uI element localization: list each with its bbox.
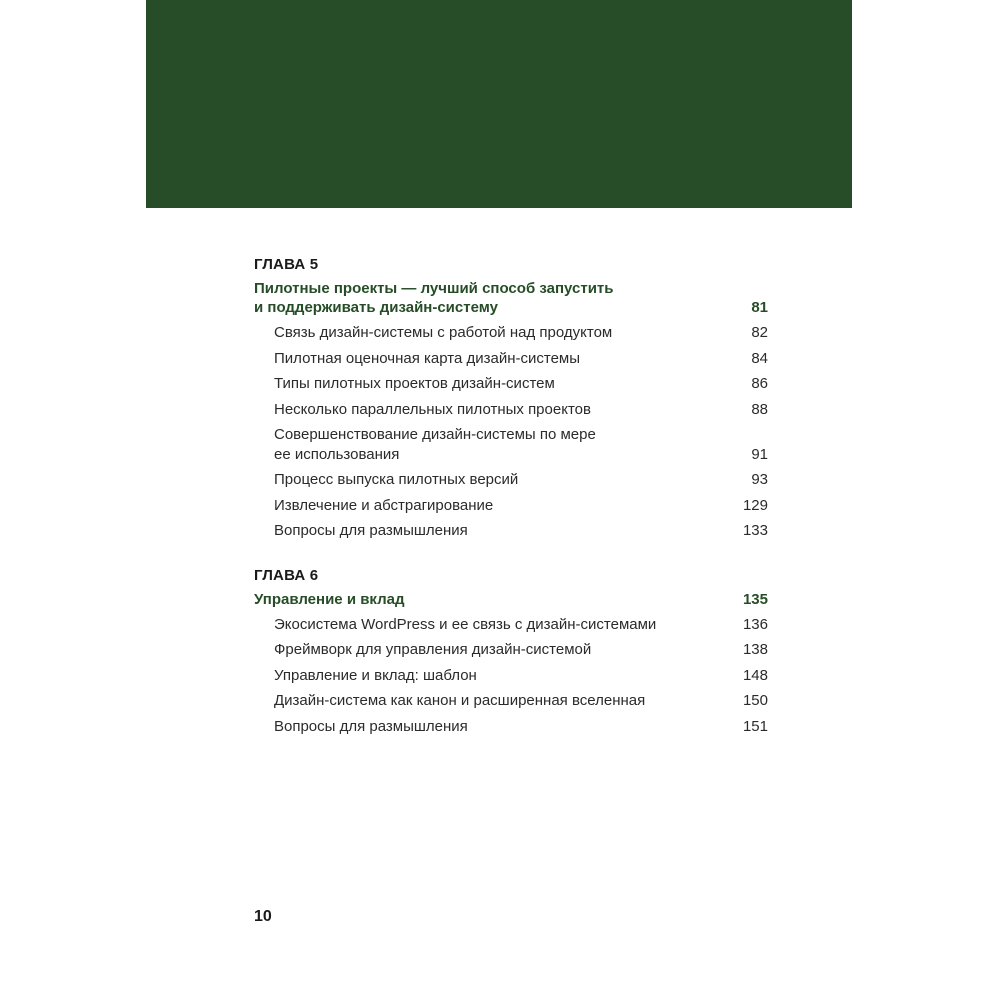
chapter-label: ГЛАВА 5 bbox=[254, 256, 319, 273]
toc-entry[interactable] bbox=[254, 615, 768, 635]
toc-entry-title: Связь дизайн-системы с работой над продуктом bbox=[274, 324, 613, 341]
toc-entry-title: Вопросы для размышления bbox=[274, 717, 468, 735]
chapter-6 bbox=[254, 567, 768, 737]
toc-entry-title: Несколько параллельных пилотных проектов bbox=[274, 400, 591, 418]
toc-entry-title: Дизайн-система как канон и расширенная вселенная bbox=[274, 692, 646, 709]
toc-entry-page: 151 bbox=[742, 717, 768, 735]
chapter-title: Управление и вклад bbox=[254, 590, 405, 608]
toc-entry[interactable] bbox=[254, 470, 768, 490]
chapter-heading[interactable] bbox=[254, 279, 768, 317]
toc-entry[interactable] bbox=[254, 349, 768, 369]
toc-entry-title: Управление и вклад: шаблон bbox=[274, 666, 477, 684]
chapter-title: Пилотные проекты — лучший способ запустить и поддерживать дизайн-систему bbox=[254, 280, 614, 316]
toc-entry-title: Совершенствование дизайн-системы по мере ее использования bbox=[274, 426, 596, 463]
toc-entry-page: 150 bbox=[742, 692, 768, 709]
toc-entry-page: 148 bbox=[742, 666, 768, 684]
toc-entry-title: Вопросы для размышления bbox=[274, 522, 468, 539]
toc-entry-title: Пилотная оценочная карта дизайн-системы bbox=[274, 349, 580, 367]
toc-entry-page: 136 bbox=[742, 615, 768, 633]
toc-entry[interactable] bbox=[254, 496, 768, 516]
toc-entry[interactable] bbox=[254, 717, 768, 737]
book-page bbox=[146, 0, 852, 1000]
chapter-heading[interactable] bbox=[254, 590, 768, 609]
toc-entry[interactable] bbox=[254, 640, 768, 660]
header-banner bbox=[146, 0, 852, 208]
toc-entry-title: Процесс выпуска пилотных версий bbox=[274, 471, 519, 488]
toc-entry-page: 91 bbox=[751, 445, 768, 463]
toc-entry-page: 138 bbox=[742, 641, 768, 658]
toc-entry-title: Типы пилотных проектов дизайн-систем bbox=[274, 375, 555, 392]
toc-entry-page: 86 bbox=[751, 375, 768, 392]
table-of-contents bbox=[254, 256, 768, 736]
toc-entry[interactable] bbox=[254, 521, 768, 541]
toc-entry[interactable] bbox=[254, 691, 768, 711]
chapter-label: ГЛАВА 6 bbox=[254, 566, 319, 584]
toc-entry-page: 129 bbox=[742, 496, 768, 514]
toc-entry-page: 88 bbox=[751, 400, 768, 418]
chapter-page-number: 135 bbox=[742, 590, 768, 608]
chapter-page-number: 81 bbox=[751, 299, 768, 316]
toc-entry[interactable] bbox=[254, 400, 768, 420]
toc-entry[interactable] bbox=[254, 666, 768, 686]
toc-entry-title: Фреймворк для управления дизайн-системой bbox=[274, 641, 592, 658]
toc-entry-page: 84 bbox=[751, 349, 768, 367]
toc-entry-page: 82 bbox=[751, 324, 768, 341]
toc-entry[interactable] bbox=[254, 374, 768, 394]
toc-entry-title: Экосистема WordPress и ее связь с дизайн-системами bbox=[274, 615, 657, 633]
toc-entry-page: 93 bbox=[751, 471, 768, 488]
chapter-5 bbox=[254, 256, 768, 541]
page-number: 10 bbox=[254, 908, 272, 925]
toc-entry-title: Извлечение и абстрагирование bbox=[274, 496, 494, 514]
toc-entry[interactable] bbox=[254, 425, 768, 464]
toc-entry-page: 133 bbox=[742, 522, 768, 539]
toc-entry[interactable] bbox=[254, 323, 768, 343]
